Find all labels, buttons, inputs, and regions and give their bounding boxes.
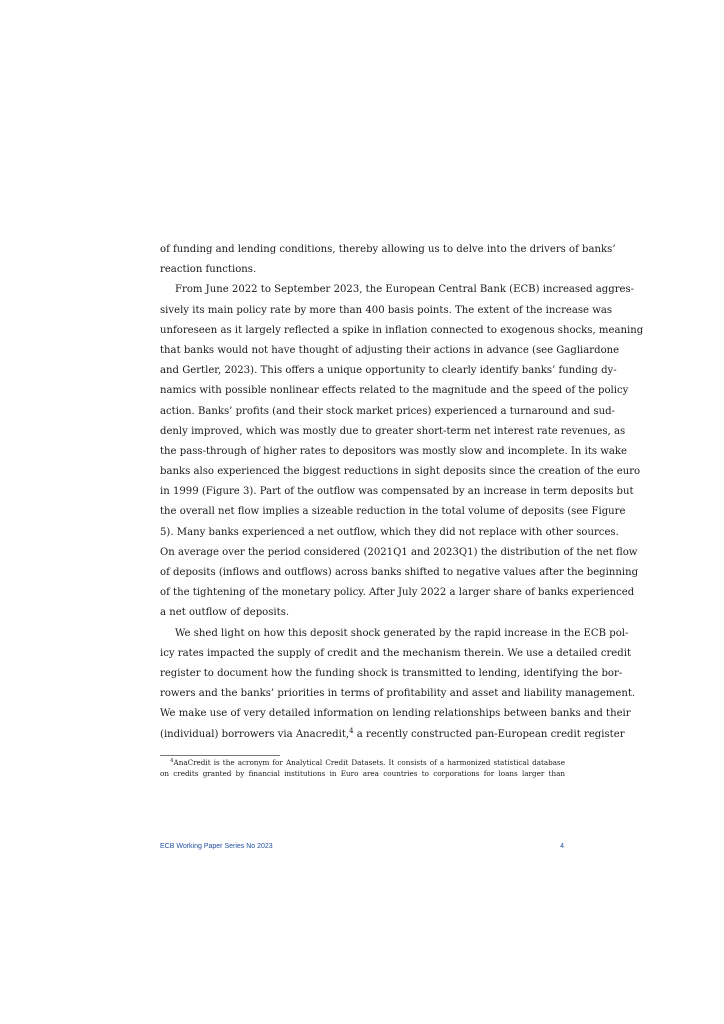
footnote-marker: 4 bbox=[170, 758, 174, 764]
text-line: denly improved, which was mostly due to greater short-term net interest rate revenues, as bbox=[160, 425, 626, 437]
text-line: From June 2022 to September 2023, the European Central Bank (ECB) increased aggres- bbox=[175, 284, 635, 296]
text-line: icy rates impacted the supply of credit and the mechanism therein. We use a detailed credit bbox=[160, 647, 632, 659]
text-line-with-footnote bbox=[160, 725, 625, 745]
text-line: the pass-through of higher rates to depositors was mostly slow and incomplete. In its wake bbox=[160, 445, 628, 457]
footnote-line: on credits granted by financial institutions in Euro area countries to corporations for loans larger than bbox=[160, 769, 565, 778]
text-line: of deposits (inflows and outflows) across banks shifted to negative values after the beginning bbox=[160, 567, 639, 578]
text-line: namics with possible nonlinear effects related to the magnitude and the speed of the policy bbox=[160, 385, 629, 397]
footnote-text: AnaCredit is the acronym for Analytical Credit Datasets. It consists of a harmonized statistical database bbox=[173, 758, 565, 767]
text-line: the overall net flow implies a sizeable reduction in the total volume of deposits (see Figure bbox=[160, 506, 626, 518]
text-fragment: (individual) borrowers via Anacredit, bbox=[160, 728, 350, 740]
text-line: sively its main policy rate by more than 400 basis points. The extent of the increase was bbox=[160, 304, 613, 316]
text-line: of funding and lending conditions, thereby allowing us to delve into the drivers of banks’ bbox=[160, 244, 616, 255]
footnote-line bbox=[160, 757, 565, 768]
text-fragment: a recently constructed pan-European credit register bbox=[353, 728, 625, 740]
text-line: We shed light on how this deposit shock generated by the rapid increase in the ECB pol- bbox=[175, 627, 629, 639]
text-line: register to document how the funding shock is transmitted to lending, identifying the bor- bbox=[160, 667, 623, 679]
text-line: unforeseen as it largely reflected a spike in inflation connected to exogenous shocks, meaning bbox=[160, 324, 644, 336]
text-line: of the tightening of the monetary policy. After July 2022 a larger share of banks experienced bbox=[160, 587, 635, 599]
body-text bbox=[160, 240, 644, 745]
footnote bbox=[160, 757, 565, 779]
footer-series-title: ECB Working Paper Series No 2023 bbox=[160, 843, 273, 850]
text-line: in 1999 (Figure 3). Part of the outflow was compensated by an increase in term deposits but bbox=[160, 486, 634, 498]
page-number: 4 bbox=[560, 843, 564, 850]
text-line: rowers and the banks’ priorities in terms of profitability and asset and liability management. bbox=[160, 688, 636, 700]
text-line: and Gertler, 2023). This offers a unique opportunity to clearly identify banks’ funding dy- bbox=[160, 365, 617, 377]
footnote-reference[interactable]: 4 bbox=[349, 726, 354, 735]
text-line: a net outflow of deposits. bbox=[160, 607, 290, 619]
footnote-divider bbox=[160, 755, 280, 756]
text-line: action. Banks’ profits (and their stock market prices) experienced a turnaround and sud- bbox=[160, 405, 615, 417]
text-line: On average over the period considered (2021Q1 and 2023Q1) the distribution of the net flow bbox=[160, 546, 638, 558]
text-line: banks also experienced the biggest reductions in sight deposits since the creation of the euro bbox=[160, 466, 641, 478]
text-line: reaction functions. bbox=[160, 264, 257, 276]
text-line: 5). Many banks experienced a net outflow, which they did not replace with other sources. bbox=[160, 526, 619, 538]
text-line: We make use of very detailed information on lending relationships between banks and their bbox=[160, 708, 631, 720]
text-line: that banks would not have thought of adjusting their actions in advance (see Gagliardone bbox=[160, 344, 620, 356]
